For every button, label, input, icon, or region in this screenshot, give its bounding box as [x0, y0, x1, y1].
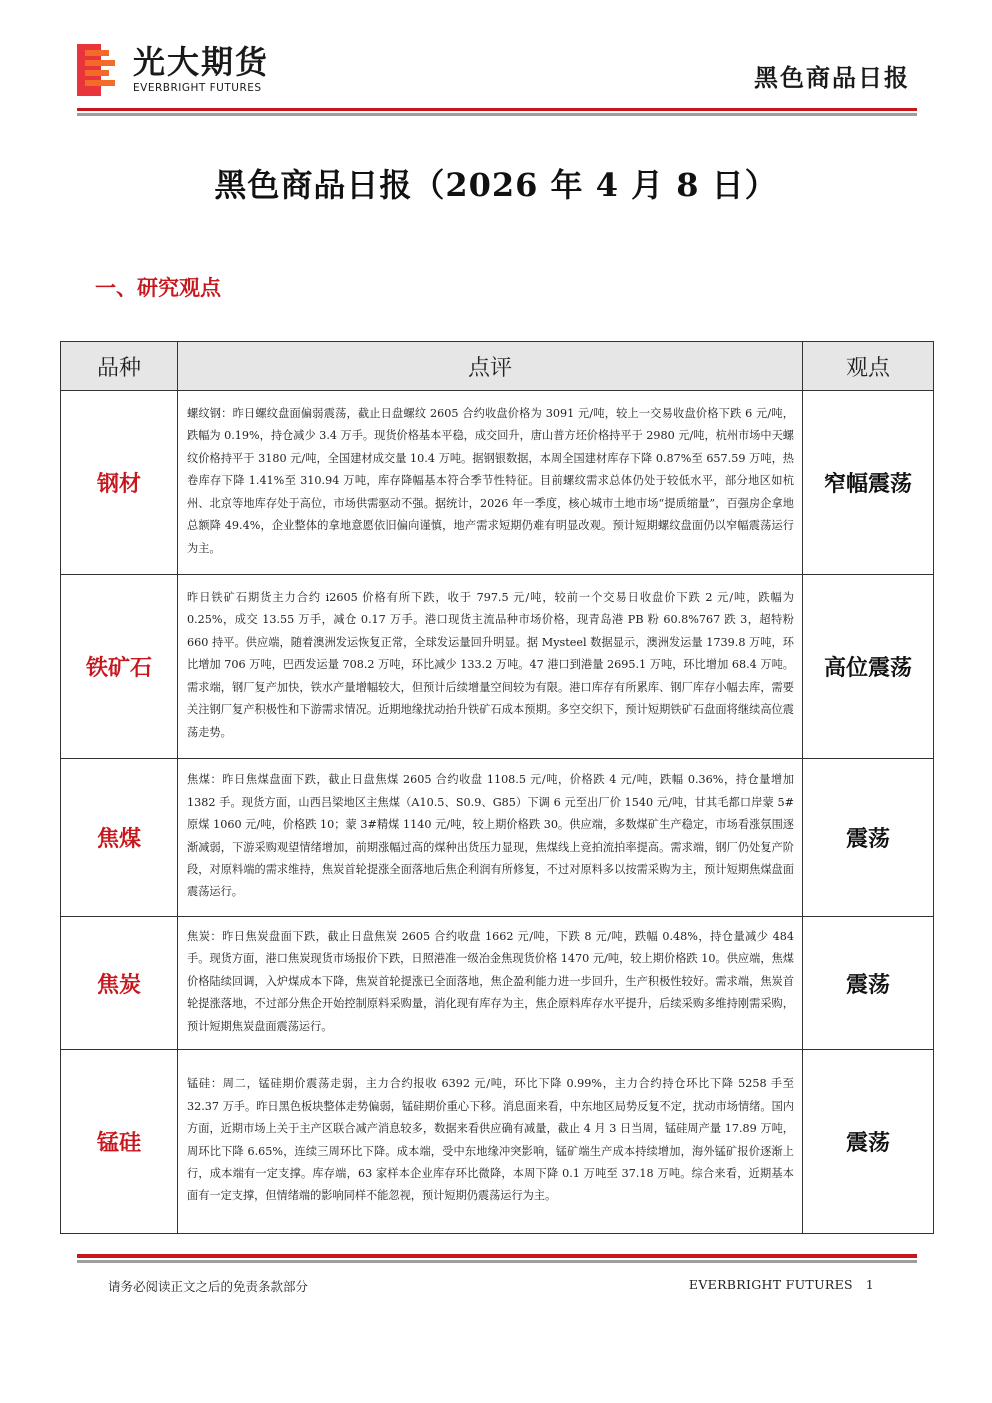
everbright-logo-icon: [77, 44, 115, 96]
view-cell: 高位震荡: [803, 575, 934, 759]
logo-text-en: EVERBRIGHT FUTURES: [133, 82, 262, 94]
table-row: [61, 917, 934, 1050]
footer-disclaimer: 请务必阅读正文之后的免责条款部分: [108, 1279, 309, 1294]
column-header-comment: 点评: [178, 342, 803, 391]
logo-text-cn: 光大期货: [133, 43, 270, 81]
comment-cell: 焦炭：昨日焦炭盘面下跌，截止日盘焦炭 2605 合约收盘 1662 元/吨，下跌 8 元/吨，跌幅 0.48%，持仓量减少 484 手。现货方面，港口焦炭现货市场报价下跌，日照港准一级冶金焦现货价格 1470 元/吨，较上期价格跌 10。供应端，焦煤价格陆续回调，入炉煤成本下降，焦炭首轮提涨已全面落地，焦企盈利能力进一步回升，生产积极性较好。需求端，焦炭首轮提涨落地，不过部分焦企开始控制原料采购量，消化现有库存为主，焦企原料库存水平提升，后续采购多维持刚需采购，预计短期焦炭盘面震荡运行。: [178, 917, 803, 1050]
table-header-row: [61, 342, 934, 391]
research-views-table: [60, 341, 934, 1234]
table-row: [61, 391, 934, 575]
footer-brand: EVERBRIGHT FUTURES: [688, 1277, 853, 1292]
category-cell: 铁矿石: [61, 575, 178, 759]
page-header: [0, 0, 992, 122]
category-cell: 焦炭: [61, 917, 178, 1050]
footer-brand-page: [689, 1277, 874, 1292]
column-header-view: 观点: [803, 342, 934, 391]
page-title: 黑色商品日报（2026 年 4 月 8 日）: [214, 166, 778, 204]
category-cell: 锰硅: [61, 1050, 178, 1234]
column-header-category: 品种: [61, 342, 178, 391]
header-rule: [77, 108, 917, 116]
comment-cell: 焦煤：昨日焦煤盘面下跌，截止日盘焦煤 2605 合约收盘 1108.5 元/吨，价格跌 4 元/吨，跌幅 0.36%，持仓量增加 1382 手。现货方面，山西吕梁地区主焦煤（A10.5、S0.9、G85）下调 6 元至出厂价 1540 元/吨，甘其毛都口岸蒙 5#原煤 1060 元/吨，价格跌 10；蒙 3#精煤 1140 元/吨，较上期价格跌 30。供应端，多数煤矿生产稳定，市场看涨氛围逐渐减弱，下游采购观望情绪增加，前期涨幅过高的煤种出货压力显现，焦煤线上竞拍流拍率提高。需求端，钢厂仍处复产阶段，对原料端的需求维持，焦炭首轮提涨全面落地后焦企利润有所修复，不过对原料多以按需采购为主，预计短期焦煤盘面震荡运行。: [178, 759, 803, 917]
view-cell: 震荡: [803, 1050, 934, 1234]
view-cell: 震荡: [803, 759, 934, 917]
view-cell: 震荡: [803, 917, 934, 1050]
table-row: [61, 1050, 934, 1234]
comment-cell: 锰硅：周二，锰硅期价震荡走弱，主力合约报收 6392 元/吨，环比下降 0.99%，主力合约持仓环比下降 5258 手至 32.37 万手。昨日黑色板块整体走势偏弱，锰硅期价重心下移。消息面来看，中东地区局势反复不定，扰动市场情绪。国内方面，近期市场上关于主产区联合减产消息较多，数据来看供应确有减量，截止 4 月 3 日当周，锰硅周产量 17.89 万吨，周环比下降 6.65%，连续三周环比下降。成本端，受中东地缘冲突影响，锰矿端生产成本持续增加，海外锰矿报价逐渐上行，成本端有一定支撑。库存端，63 家样本企业库存环比微降，本周下降 0.1 万吨至 37.18 万吨。综合来看，近期基本面有一定支撑，但情绪端的影响同样不能忽视，预计短期仍震荡运行为主。: [178, 1050, 803, 1234]
view-cell: 窄幅震荡: [803, 391, 934, 575]
comment-cell: 螺纹钢：昨日螺纹盘面偏弱震荡，截止日盘螺纹 2605 合约收盘价格为 3091 元/吨，较上一交易收盘价格下跌 6 元/吨，跌幅为 0.19%，持仓减少 3.4 万手。现货价格基本平稳，成交回升，唐山普方坯价格持平于 2980 元/吨，杭州市场中天螺纹价格持平于 3180 元/吨，全国建材成交量 10.4 万吨。据钢银数据，本周全国建材库存下降 0.87%至 657.59 万吨，热卷库存下降 1.41%至 310.94 万吨，库存降幅基本符合季节性特征。目前螺纹需求总体仍处于较低水平，部分地区如杭州、北京等地库存处于高位，市场供需驱动不强。据统计，2026 年一季度，核心城市土地市场“提质缩量”，百强房企拿地总额降 49.4%，企业整体的拿地意愿依旧偏向谨慎，地产需求短期仍难有明显改观。预计短期螺纹盘面仍以窄幅震荡运行为主。: [178, 391, 803, 575]
report-name: 黑色商品日报: [754, 64, 910, 92]
category-cell: 焦煤: [61, 759, 178, 917]
comment-cell: 昨日铁矿石期货主力合约 i2605 价格有所下跌，收于 797.5 元/吨，较前一个交易日收盘价下跌 2 元/吨，跌幅为 0.25%，成交 13.55 万手，减仓 0.17 万手。港口现货主流品种市场价格，现青岛港 PB 粉 60.8%767 跌 3，超特粉 660 持平。供应端，随着澳洲发运恢复正常，全球发运量回升明显。据 Mysteel 数据显示，澳洲发运量 1739.8 万吨，环比增加 706 万吨，巴西发运量 708.2 万吨，环比减少 133.2 万吨。47 港口到港量 2695.1 万吨，环比增加 68.4 万吨。需求端，钢厂复产加快，铁水产量增幅较大，但预计后续增量空间较为有限。港口库存有所累库、钢厂库存小幅去库，需要关注钢厂复产积极性和下游需求情况。近期地缘扰动抬升铁矿石成本预期。多空交织下，预计短期铁矿石盘面将继续高位震荡走势。: [178, 575, 803, 759]
page-number: 1: [865, 1277, 874, 1292]
footer-rule: [77, 1254, 917, 1268]
section-heading: 一、研究观点: [95, 276, 221, 300]
table-row: [61, 759, 934, 917]
category-cell: 钢材: [61, 391, 178, 575]
table-row: [61, 575, 934, 759]
